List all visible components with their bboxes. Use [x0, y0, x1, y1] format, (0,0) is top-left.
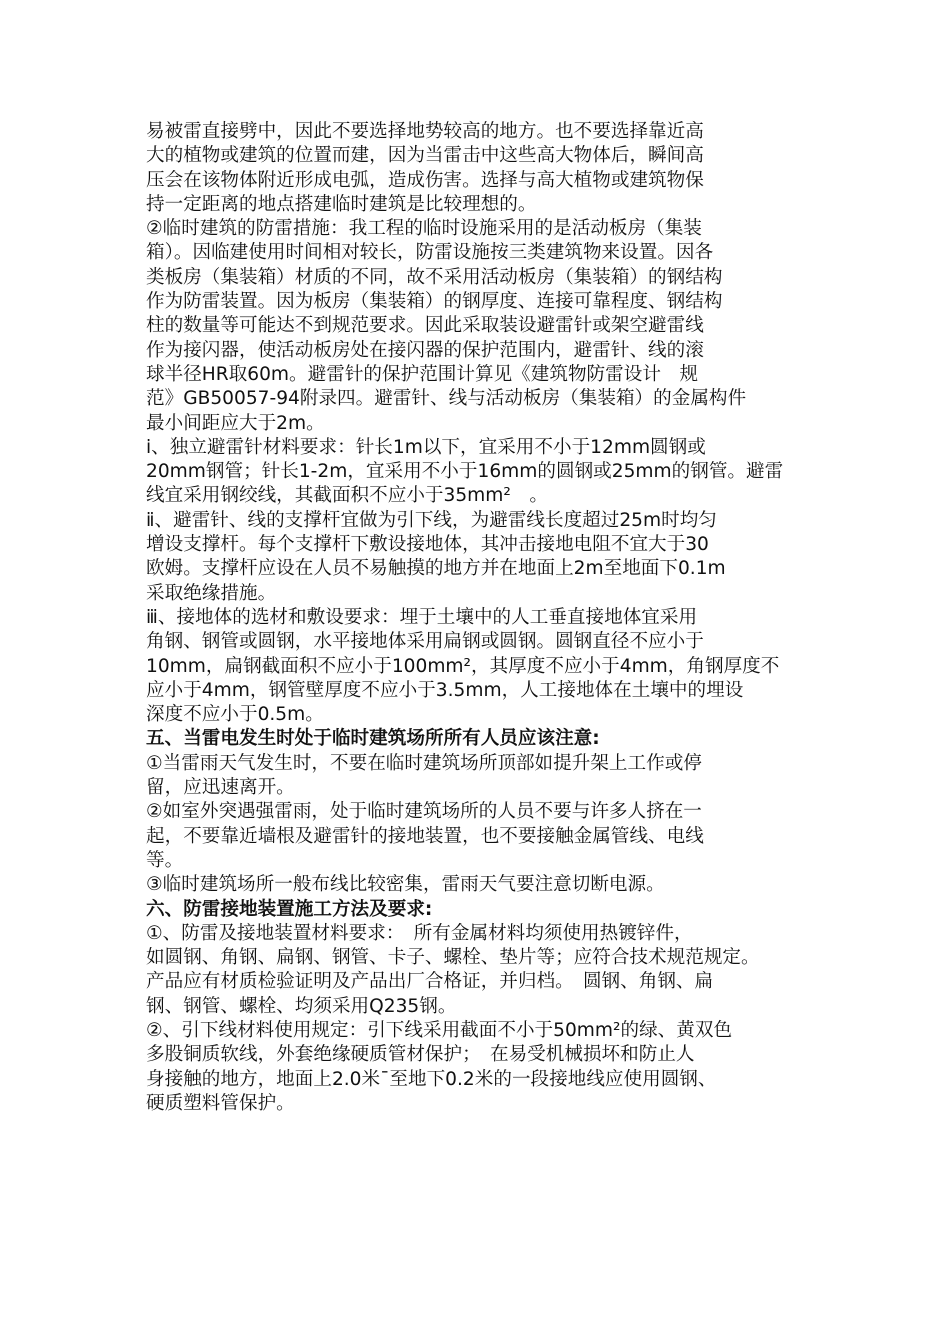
text-line: 增设支撑杆。每个支撑杆下敷设接地体，其冲击接地电阻不宜大于30	[146, 534, 709, 556]
text-line: 产品应有材质检验证明及产品出厂合格证，并归档。 圆钢、角钢、扁	[146, 971, 714, 993]
text-line: 硬质塑料管保护。	[146, 1092, 295, 1114]
text-line: 作为防雷装置。因为板房（集装箱）的钢厚度、连接可靠程度、钢结构	[146, 291, 723, 313]
text-line: 多股铜质软线，外套绝缘硬质管材保护； 在易受机械损坏和防止人	[146, 1044, 695, 1066]
text-line: 球半径HR取60m。避雷针的保护范围计算见《建筑物防雷设计 规	[146, 363, 699, 385]
text-line: ②如室外突遇强雷雨，处于临时建筑场所的人员不要与许多人挤在一	[146, 801, 702, 823]
text-line: 钢、钢管、螺栓、均须采用Q235钢。	[146, 995, 457, 1017]
text-line: 欧姆。支撑杆应设在人员不易触摸的地方并在地面上2m至地面下0.1m	[146, 558, 726, 580]
text-line: ①、防雷及接地装置材料要求： 所有金属材料均须使用热镀锌件，	[146, 922, 693, 944]
section-heading: 六、防雷接地装置施工方法及要求:	[146, 898, 433, 920]
text-line: 深度不应小于0.5m。	[146, 704, 324, 726]
text-line: 最小间距应大于2m。	[146, 412, 325, 434]
text-line: 采取绝缘措施。	[146, 582, 277, 604]
text-line: 如圆钢、角钢、扁钢、钢管、卡子、螺栓、垫片等；应符合技术规范规定。	[146, 947, 760, 969]
text-line: 留，应迅速离开。	[146, 777, 295, 799]
text-line: 范》GB50057-94附录四。避雷针、线与活动板房（集装箱）的金属构件	[146, 388, 747, 410]
text-line: 角钢、钢管或圆钢，水平接地体采用扁钢或圆钢。圆钢直径不应小于	[146, 631, 704, 653]
text-line: ③临时建筑场所一般布线比较密集，雷雨天气要注意切断电源。	[146, 874, 665, 896]
text-line: ⅰ、独立避雷针材料要求：针长1m以下，宜采用不小于12mm圆钢或	[146, 436, 706, 458]
section-heading: 五、当雷电发生时处于临时建筑场所所有人员应该注意:	[146, 728, 600, 750]
text-line: 应小于4mm，钢管壁厚度不应小于3.5mm，人工接地体在土壤中的埋设	[146, 679, 744, 701]
text-line: 10mm，扁钢截面积不应小于100mm²，其厚度不应小于4mm，角钢厚度不	[146, 655, 780, 677]
text-line: 起，不要靠近墙根及避雷针的接地装置，也不要接触金属管线、电线	[146, 825, 704, 847]
text-line: ②临时建筑的防雷措施：我工程的临时设施采用的是活动板房（集装	[146, 218, 702, 240]
text-line: ⅱ、避雷针、线的支撑杆宜做为引下线，为避雷线长度超过25m时均匀	[146, 509, 717, 531]
document-page	[146, 120, 818, 1116]
text-line: 线宜采用钢绞线，其截面积不应小于35mm² 。	[146, 485, 549, 507]
text-line: 柱的数量等可能达不到规范要求。因此采取装设避雷针或架空避雷线	[146, 315, 704, 337]
text-line: ⅲ、接地体的选材和敷设要求：埋于土壤中的人工垂直接地体宜采用	[146, 606, 698, 628]
text-line: 身接触的地方，地面上2.0米¯至地下0.2米的一段接地线应使用圆钢、	[146, 1068, 717, 1090]
text-line: 易被雷直接劈中，因此不要选择地势较高的地方。也不要选择靠近高	[146, 121, 704, 142]
text-line: 持一定距离的地点搭建临时建筑是比较理想的。	[146, 193, 537, 215]
text-line: 等。	[146, 849, 184, 871]
text-line: 大的植物或建筑的位置而建，因为当雷击中这些高大物体后，瞬间高	[146, 145, 704, 167]
text-line: 20mm钢管；针长1-2m，宜采用不小于16mm的圆钢或25mm的钢管。避雷	[146, 461, 784, 483]
text-line: 箱）。因临建使用时间相对较长，防雷设施按三类建筑物来设置。因各	[146, 242, 714, 264]
text-line: 作为接闪器，使活动板房处在接闪器的保护范围内，避雷针、线的滚	[146, 339, 704, 361]
text-line: 压会在该物体附近形成电弧，造成伤害。选择与高大植物或建筑物保	[146, 169, 704, 191]
text-line: ①当雷雨天气发生时，不要在临时建筑场所顶部如提升架上工作或停	[146, 752, 702, 774]
text-line: 类板房（集装箱）材质的不同，故不采用活动板房（集装箱）的钢结构	[146, 266, 723, 288]
text-line: ②、引下线材料使用规定：引下线采用截面不小于50mm²的绿、黄双色	[146, 1019, 733, 1041]
